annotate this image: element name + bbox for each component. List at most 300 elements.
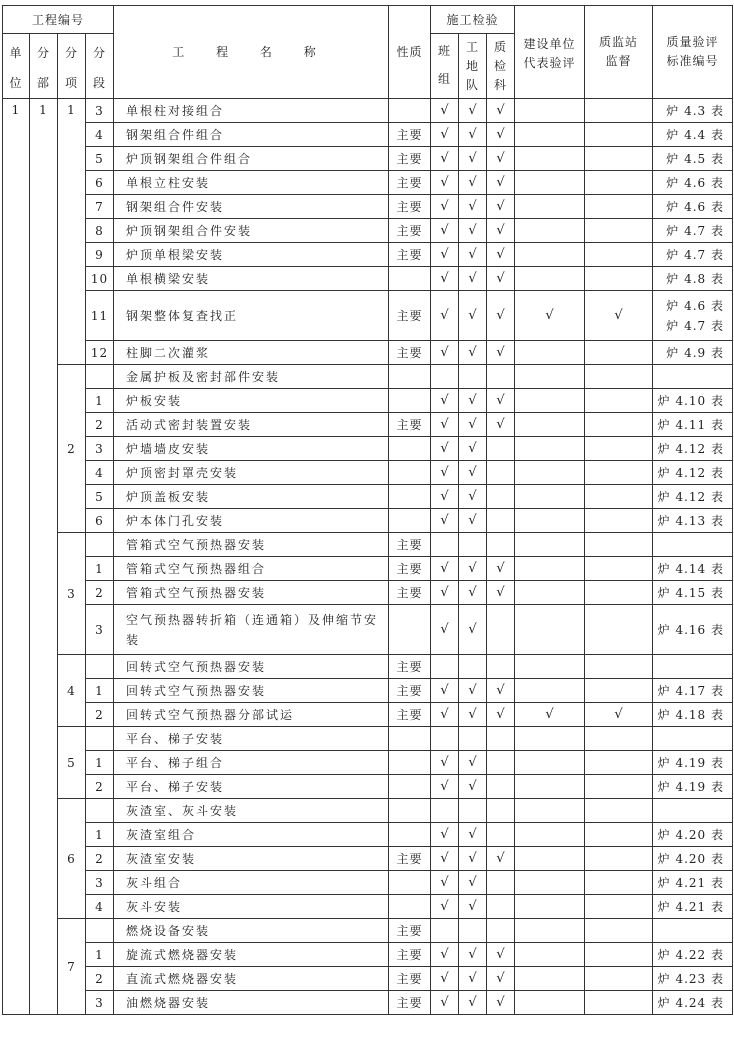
site-team-check-cell: √ xyxy=(459,605,487,655)
team-check-cell: √ xyxy=(431,991,459,1015)
site-team-check-cell: √ xyxy=(459,895,487,919)
owner-rep-check-cell xyxy=(515,485,585,509)
unit-col-header: 单 位 xyxy=(3,34,30,99)
quality-dept-check-cell: √ xyxy=(487,267,515,291)
team-check-cell: √ xyxy=(431,895,459,919)
nature-cell: 主要 xyxy=(389,413,431,437)
site-team-check-cell: √ xyxy=(459,461,487,485)
supervision-check-cell xyxy=(585,605,653,655)
table-row xyxy=(3,967,733,991)
section-code-cell xyxy=(86,365,114,389)
section-code-cell: 1 xyxy=(86,679,114,703)
project-name-cell: 燃烧设备安装 xyxy=(114,919,389,943)
standard-no-cell xyxy=(653,727,733,751)
nature-cell: 主要 xyxy=(389,219,431,243)
project-name-cell: 回转式空气预热器分部试运 xyxy=(114,703,389,727)
standard-no-cell: 炉 4.21 表 xyxy=(653,871,733,895)
nature-cell: 主要 xyxy=(389,679,431,703)
team-check-cell: √ xyxy=(431,557,459,581)
quality-dept-check-cell: √ xyxy=(487,341,515,365)
site-team-check-cell: √ xyxy=(459,751,487,775)
owner-rep-check-cell xyxy=(515,679,585,703)
sub-item-col-header: 分 项 xyxy=(58,34,86,99)
section-code-cell: 2 xyxy=(86,413,114,437)
quality-dept-check-cell xyxy=(487,485,515,509)
owner-rep-check-cell xyxy=(515,847,585,871)
nature-cell xyxy=(389,605,431,655)
quality-dept-check-cell: √ xyxy=(487,99,515,123)
quality-dept-check-cell xyxy=(487,919,515,943)
table-row xyxy=(3,171,733,195)
standard-no-cell xyxy=(653,533,733,557)
supervision-check-cell xyxy=(585,557,653,581)
nature-cell xyxy=(389,895,431,919)
table-row xyxy=(3,727,733,751)
standard-no-header: 质量验评 标准编号 xyxy=(653,6,733,99)
team-check-cell xyxy=(431,799,459,823)
team-check-cell: √ xyxy=(431,99,459,123)
site-team-check-cell: √ xyxy=(459,991,487,1015)
standard-no-cell: 炉 4.14 表 xyxy=(653,557,733,581)
section-code-cell: 3 xyxy=(86,871,114,895)
nature-cell xyxy=(389,775,431,799)
supervision-check-cell xyxy=(585,171,653,195)
nature-cell: 主要 xyxy=(389,943,431,967)
section-code-cell: 1 xyxy=(86,823,114,847)
quality-dept-check-cell xyxy=(487,895,515,919)
nature-cell xyxy=(389,389,431,413)
supervision-check-cell xyxy=(585,581,653,605)
team-check-cell: √ xyxy=(431,341,459,365)
section-code-cell: 6 xyxy=(86,509,114,533)
site-team-check-cell: √ xyxy=(459,943,487,967)
standard-no-cell: 炉 4.22 表 xyxy=(653,943,733,967)
team-check-cell xyxy=(431,655,459,679)
nature-cell: 主要 xyxy=(389,919,431,943)
section-code-cell: 4 xyxy=(86,461,114,485)
team-check-cell: √ xyxy=(431,195,459,219)
team-check-cell: √ xyxy=(431,703,459,727)
team-check-cell: √ xyxy=(431,581,459,605)
site-team-check-cell: √ xyxy=(459,679,487,703)
section-code-cell: 12 xyxy=(86,341,114,365)
standard-no-cell: 炉 4.20 表 xyxy=(653,847,733,871)
supervision-check-cell xyxy=(585,895,653,919)
quality-dept-check-cell xyxy=(487,533,515,557)
sub-item-code-cell: 3 xyxy=(58,533,86,655)
section-code-cell xyxy=(86,919,114,943)
quality-dept-check-cell xyxy=(487,775,515,799)
nature-cell: 主要 xyxy=(389,581,431,605)
project-name-cell: 平台、梯子组合 xyxy=(114,751,389,775)
section-code-cell: 5 xyxy=(86,485,114,509)
supervision-check-cell: √ xyxy=(585,291,653,341)
table-row xyxy=(3,485,733,509)
nature-cell: 主要 xyxy=(389,533,431,557)
quality-dept-check-cell xyxy=(487,605,515,655)
quality-dept-check-cell: √ xyxy=(487,581,515,605)
site-team-check-cell: √ xyxy=(459,291,487,341)
nature-cell xyxy=(389,365,431,389)
section-code-cell: 3 xyxy=(86,991,114,1015)
section-code-cell: 2 xyxy=(86,775,114,799)
quality-dept-check-cell xyxy=(487,365,515,389)
quality-dept-check-cell xyxy=(487,509,515,533)
project-name-cell: 活动式密封装置安装 xyxy=(114,413,389,437)
team-check-cell: √ xyxy=(431,243,459,267)
table-row xyxy=(3,219,733,243)
site-team-check-cell xyxy=(459,533,487,557)
standard-no-cell: 炉 4.12 表 xyxy=(653,437,733,461)
supervision-check-cell xyxy=(585,847,653,871)
standard-no-cell: 炉 4.15 表 xyxy=(653,581,733,605)
owner-rep-check-cell xyxy=(515,123,585,147)
project-name-cell: 钢架组合件组合 xyxy=(114,123,389,147)
site-team-check-cell xyxy=(459,727,487,751)
owner-rep-check-cell xyxy=(515,823,585,847)
table-row xyxy=(3,655,733,679)
supervision-check-cell xyxy=(585,655,653,679)
standard-no-cell xyxy=(653,919,733,943)
team-check-cell: √ xyxy=(431,943,459,967)
standard-no-cell: 炉 4.5 表 xyxy=(653,147,733,171)
standard-no-cell: 炉 4.11 表 xyxy=(653,413,733,437)
sub-part-code-cell: 1 xyxy=(30,99,58,1015)
quality-dept-check-cell: √ xyxy=(487,943,515,967)
table-row xyxy=(3,509,733,533)
team-check-cell: √ xyxy=(431,413,459,437)
section-code-cell: 5 xyxy=(86,147,114,171)
nature-cell xyxy=(389,823,431,847)
supervision-check-cell xyxy=(585,219,653,243)
nature-cell xyxy=(389,485,431,509)
nature-cell xyxy=(389,267,431,291)
project-name-cell: 空气预热器转折箱（连通箱）及伸缩节安装 xyxy=(114,605,389,655)
nature-cell: 主要 xyxy=(389,195,431,219)
supervision-check-cell xyxy=(585,533,653,557)
section-code-cell xyxy=(86,533,114,557)
section-code-cell: 1 xyxy=(86,751,114,775)
site-team-check-cell: √ xyxy=(459,99,487,123)
project-name-cell: 炉本体门孔安装 xyxy=(114,509,389,533)
standard-no-cell: 炉 4.20 表 xyxy=(653,823,733,847)
header-row-1 xyxy=(3,6,733,34)
table-row xyxy=(3,991,733,1015)
nature-cell xyxy=(389,509,431,533)
owner-rep-check-cell xyxy=(515,267,585,291)
project-name-cell: 炉板安装 xyxy=(114,389,389,413)
standard-no-cell: 炉 4.17 表 xyxy=(653,679,733,703)
standard-no-cell: 炉 4.4 表 xyxy=(653,123,733,147)
section-code-cell: 3 xyxy=(86,437,114,461)
owner-rep-check-cell xyxy=(515,895,585,919)
standard-no-cell: 炉 4.8 表 xyxy=(653,267,733,291)
project-name-cell: 钢架组合件安装 xyxy=(114,195,389,219)
project-name-cell: 管箱式空气预热器组合 xyxy=(114,557,389,581)
standard-no-cell: 炉 4.12 表 xyxy=(653,461,733,485)
supervision-check-cell xyxy=(585,775,653,799)
site-team-check-cell: √ xyxy=(459,147,487,171)
standard-no-cell: 炉 4.19 表 xyxy=(653,751,733,775)
project-name-cell: 炉顶钢架组合件安装 xyxy=(114,219,389,243)
project-name-cell: 平台、梯子安装 xyxy=(114,727,389,751)
project-name-cell: 管箱式空气预热器安装 xyxy=(114,581,389,605)
owner-rep-check-cell xyxy=(515,365,585,389)
team-check-cell: √ xyxy=(431,267,459,291)
table-row xyxy=(3,461,733,485)
nature-cell: 主要 xyxy=(389,243,431,267)
team-check-cell: √ xyxy=(431,751,459,775)
owner-rep-check-cell xyxy=(515,775,585,799)
sub-item-code-cell: 5 xyxy=(58,727,86,799)
quality-dept-check-cell xyxy=(487,823,515,847)
supervision-check-cell xyxy=(585,991,653,1015)
standard-no-cell: 炉 4.18 表 xyxy=(653,703,733,727)
owner-rep-check-cell xyxy=(515,461,585,485)
table-row xyxy=(3,919,733,943)
section-code-cell: 2 xyxy=(86,967,114,991)
supervision-check-cell xyxy=(585,123,653,147)
project-name-cell: 灰斗组合 xyxy=(114,871,389,895)
nature-cell: 主要 xyxy=(389,557,431,581)
section-code-cell: 1 xyxy=(86,943,114,967)
section-code-cell: 2 xyxy=(86,581,114,605)
project-name-cell: 直流式燃烧器安装 xyxy=(114,967,389,991)
project-name-cell: 金属护板及密封部件安装 xyxy=(114,365,389,389)
site-team-check-cell xyxy=(459,365,487,389)
team-check-cell: √ xyxy=(431,605,459,655)
nature-header: 性质 xyxy=(389,6,431,99)
sub-item-code-cell: 4 xyxy=(58,655,86,727)
site-team-check-cell: √ xyxy=(459,581,487,605)
nature-cell xyxy=(389,437,431,461)
unit-code-cell: 1 xyxy=(3,99,30,1015)
site-team-check-cell: √ xyxy=(459,341,487,365)
owner-rep-check-cell xyxy=(515,171,585,195)
project-name-cell: 钢架整体复查找正 xyxy=(114,291,389,341)
section-code-cell: 3 xyxy=(86,99,114,123)
owner-rep-check-cell xyxy=(515,99,585,123)
table-row xyxy=(3,751,733,775)
supervision-check-cell xyxy=(585,485,653,509)
table-row xyxy=(3,799,733,823)
team-check-cell: √ xyxy=(431,823,459,847)
site-team-check-cell xyxy=(459,655,487,679)
project-name-cell: 炉墙墙皮安装 xyxy=(114,437,389,461)
site-team-check-cell xyxy=(459,799,487,823)
team-check-cell: √ xyxy=(431,485,459,509)
nature-cell: 主要 xyxy=(389,147,431,171)
owner-rep-check-cell xyxy=(515,871,585,895)
project-name-cell: 旋流式燃烧器安装 xyxy=(114,943,389,967)
project-name-cell: 柱脚二次灌浆 xyxy=(114,341,389,365)
team-check-cell: √ xyxy=(431,171,459,195)
table-row xyxy=(3,413,733,437)
team-check-cell: √ xyxy=(431,147,459,171)
standard-no-cell: 炉 4.12 表 xyxy=(653,485,733,509)
supervision-check-cell xyxy=(585,919,653,943)
site-team-check-cell: √ xyxy=(459,847,487,871)
quality-dept-check-cell: √ xyxy=(487,967,515,991)
team-check-cell: √ xyxy=(431,219,459,243)
nature-cell: 主要 xyxy=(389,123,431,147)
owner-rep-check-cell xyxy=(515,557,585,581)
sub-part-col-header: 分 部 xyxy=(30,34,58,99)
table-row xyxy=(3,895,733,919)
table-row xyxy=(3,943,733,967)
site-team-check-cell: √ xyxy=(459,871,487,895)
table-row xyxy=(3,533,733,557)
owner-rep-check-cell xyxy=(515,219,585,243)
section-code-cell: 11 xyxy=(86,291,114,341)
supervision-check-cell: √ xyxy=(585,703,653,727)
section-code-cell xyxy=(86,799,114,823)
supervision-check-cell xyxy=(585,341,653,365)
quality-dept-check-cell: √ xyxy=(487,291,515,341)
standard-no-cell: 炉 4.24 表 xyxy=(653,991,733,1015)
supervision-check-cell xyxy=(585,943,653,967)
section-code-cell: 2 xyxy=(86,703,114,727)
site-team-check-cell: √ xyxy=(459,437,487,461)
table-row xyxy=(3,195,733,219)
table-row xyxy=(3,679,733,703)
team-check-cell: √ xyxy=(431,437,459,461)
quality-dept-check-cell xyxy=(487,799,515,823)
nature-cell xyxy=(389,99,431,123)
owner-rep-check-cell xyxy=(515,943,585,967)
project-name-cell: 灰渣室、灰斗安装 xyxy=(114,799,389,823)
owner-rep-check-cell: √ xyxy=(515,703,585,727)
project-name-cell: 油燃烧器安装 xyxy=(114,991,389,1015)
site-team-check-cell: √ xyxy=(459,267,487,291)
team-check-cell: √ xyxy=(431,389,459,413)
team-check-cell xyxy=(431,533,459,557)
quality-dept-check-cell xyxy=(487,437,515,461)
table-row xyxy=(3,581,733,605)
owner-rep-check-cell xyxy=(515,919,585,943)
site-team-check-cell: √ xyxy=(459,775,487,799)
project-name-cell: 单根立柱安装 xyxy=(114,171,389,195)
table-row xyxy=(3,365,733,389)
section-code-cell: 4 xyxy=(86,123,114,147)
owner-rep-check-cell xyxy=(515,605,585,655)
supervision-check-cell xyxy=(585,147,653,171)
owner-rep-check-cell xyxy=(515,243,585,267)
site-team-check-cell xyxy=(459,919,487,943)
quality-dept-check-cell: √ xyxy=(487,147,515,171)
project-name-cell: 单根横梁安装 xyxy=(114,267,389,291)
table-row xyxy=(3,99,733,123)
team-check-cell: √ xyxy=(431,123,459,147)
quality-dept-check-cell: √ xyxy=(487,243,515,267)
table-row xyxy=(3,243,733,267)
table-row xyxy=(3,775,733,799)
section-code-cell: 7 xyxy=(86,195,114,219)
nature-cell xyxy=(389,751,431,775)
standard-no-cell: 炉 4.13 表 xyxy=(653,509,733,533)
project-name-cell: 炉顶密封罩壳安装 xyxy=(114,461,389,485)
nature-cell: 主要 xyxy=(389,291,431,341)
supervision-check-cell xyxy=(585,967,653,991)
nature-cell: 主要 xyxy=(389,847,431,871)
code-group-header: 工程编号 xyxy=(3,6,114,34)
owner-rep-check-cell xyxy=(515,413,585,437)
section-code-cell: 4 xyxy=(86,895,114,919)
standard-no-cell: 炉 4.10 表 xyxy=(653,389,733,413)
quality-dept-check-cell: √ xyxy=(487,219,515,243)
site-team-check-cell: √ xyxy=(459,703,487,727)
project-name-cell: 平台、梯子安装 xyxy=(114,775,389,799)
nature-cell: 主要 xyxy=(389,655,431,679)
standard-no-cell xyxy=(653,291,733,341)
supervision-check-cell xyxy=(585,799,653,823)
section-code-cell xyxy=(86,655,114,679)
owner-rep-check-cell xyxy=(515,341,585,365)
site-team-check-cell: √ xyxy=(459,967,487,991)
owner-rep-check-cell xyxy=(515,533,585,557)
supervision-check-cell xyxy=(585,99,653,123)
site-team-check-cell: √ xyxy=(459,219,487,243)
nature-cell: 主要 xyxy=(389,967,431,991)
owner-rep-check-cell xyxy=(515,437,585,461)
supervision-check-cell xyxy=(585,461,653,485)
project-name-cell: 单根柱对接组合 xyxy=(114,99,389,123)
section-code-cell: 1 xyxy=(86,389,114,413)
site-team-col-header: 工 地 队 xyxy=(459,34,487,99)
nature-cell xyxy=(389,871,431,895)
nature-cell xyxy=(389,461,431,485)
section-col-header: 分 段 xyxy=(86,34,114,99)
table-row xyxy=(3,267,733,291)
standard-no-line: 炉 4.6 表 xyxy=(666,298,724,313)
quality-dept-check-cell: √ xyxy=(487,703,515,727)
supervision-check-cell xyxy=(585,871,653,895)
standard-no-cell: 炉 4.9 表 xyxy=(653,341,733,365)
site-team-check-cell: √ xyxy=(459,389,487,413)
sub-item-code-cell: 7 xyxy=(58,919,86,1015)
quality-dept-check-cell xyxy=(487,727,515,751)
section-code-cell: 2 xyxy=(86,847,114,871)
nature-cell: 主要 xyxy=(389,341,431,365)
standard-no-cell: 炉 4.19 表 xyxy=(653,775,733,799)
owner-rep-check-cell xyxy=(515,509,585,533)
supervision-check-cell xyxy=(585,243,653,267)
project-name-cell: 回转式空气预热器安装 xyxy=(114,655,389,679)
team-check-cell: √ xyxy=(431,847,459,871)
project-name-cell: 灰渣室安装 xyxy=(114,847,389,871)
table-row xyxy=(3,605,733,655)
standard-no-cell: 炉 4.7 表 xyxy=(653,219,733,243)
standard-no-cell xyxy=(653,655,733,679)
quality-dept-check-cell: √ xyxy=(487,413,515,437)
team-check-cell: √ xyxy=(431,871,459,895)
table-row xyxy=(3,847,733,871)
table-row xyxy=(3,341,733,365)
supervision-check-cell xyxy=(585,195,653,219)
quality-dept-col-header: 质 检 科 xyxy=(487,34,515,99)
table-row xyxy=(3,703,733,727)
quality-dept-check-cell: √ xyxy=(487,123,515,147)
quality-dept-check-cell: √ xyxy=(487,389,515,413)
nature-cell xyxy=(389,727,431,751)
site-team-check-cell: √ xyxy=(459,195,487,219)
team-col-header: 班 组 xyxy=(431,34,459,99)
standard-no-cell: 炉 4.23 表 xyxy=(653,967,733,991)
supervision-header: 质监站 监督 xyxy=(585,6,653,99)
team-check-cell xyxy=(431,727,459,751)
table-row xyxy=(3,823,733,847)
project-name-cell: 回转式空气预热器安装 xyxy=(114,679,389,703)
